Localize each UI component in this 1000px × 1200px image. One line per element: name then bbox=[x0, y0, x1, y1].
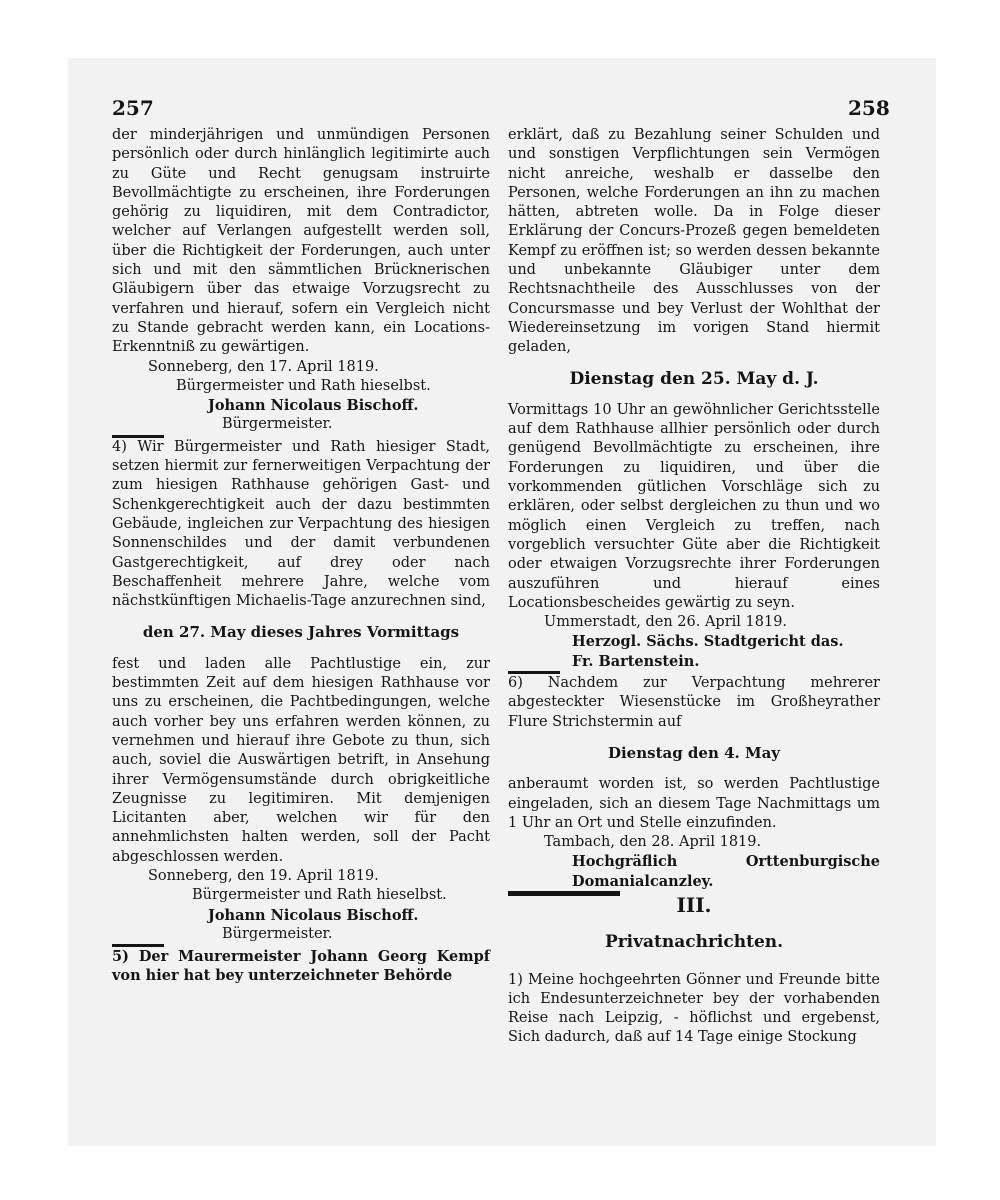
issuer-line: Bürgermeister und Rath hieselbst. bbox=[192, 887, 447, 904]
date-line: Sonneberg, den 17. April 1819. bbox=[148, 358, 379, 375]
brueckner-notice-continuation: der minderjährigen und unmündigen Personen persönlich oder durch hinlänglich legitimirte auch zu Güte und Recht genugsam instruirte Bevollmächtigte zu erscheinen, ihre Forderungen gehörig zu liquidiren, mit dem Contradictor, welcher auf Verlangen aufgestellt werden soll, über die Richtigkeit der Forderungen, auch unter sich und mit den sämmtlichen Brücknerischen Gläubigern über das etwaige Vorzugsrecht zu verfahren und hierauf, sofern ein Vergleich nicht zu Stande gebracht werden kann, ein Locations-Erkenntniß zu gewärtigen. bbox=[112, 127, 490, 356]
signatory-title: Bürgermeister. bbox=[222, 925, 333, 942]
page-number-left: 257 bbox=[112, 96, 154, 120]
left-column bbox=[112, 126, 490, 986]
notice-5-continuation: erklärt, daß zu Bezahlung seiner Schulden und und sonstigen Verpflichtungen sein Vermögen nicht anreiche, weshalb er dasselbe den Personen, welche Forderungen an ihn zu machen hätten, abtreten wolle. Da in Folge dieser Erklärung der Concurs-Prozeß gegen bemeldeten Kempf zu eröffnen ist; so werden dessen bekannte und unbekannte Gläubiger unter dem Rechtsnachtheile des Ausschlusses von der Concursmasse und bey Verlust der Wohlthat der Wiedereinsetzung im vorigen Stand hiermit geladen, bbox=[508, 127, 880, 356]
private-notice-1: 1) Meine hochgeehrten Gönner und Freunde bitte ich Endesunterzeichneter bey der vorhabenden Reise nach Leipzig, - höflichst und ergebenst, Sich dadurch, daß auf 14 Tage einige Stockung bbox=[508, 971, 880, 1046]
signatory-name: Fr. Bartenstein. bbox=[572, 652, 700, 670]
signatory-name: Johann Nicolaus Bischoff. bbox=[208, 906, 419, 924]
issuer-line: Bürgermeister und Rath hieselbst. bbox=[176, 377, 431, 394]
date-line: Sonneberg, den 19. April 1819. bbox=[148, 867, 379, 884]
date-line: Ummerstadt, den 26. April 1819. bbox=[544, 614, 788, 631]
issuer-line: Hochgräflich Orttenburgische Domanialcanzley. bbox=[572, 853, 880, 890]
section-number: III. bbox=[676, 892, 712, 917]
notice-6-meadow-lease: 6) Nachdem zur Verpachtung mehrerer abgesteckter Wiesenstücke im Großheyrather Flure Strichstermin auf bbox=[508, 675, 880, 730]
signatory-name: Johann Nicolaus Bischoff. bbox=[208, 397, 419, 415]
page-number-right: 258 bbox=[848, 96, 890, 120]
section-title: Privatnachrichten. bbox=[604, 932, 784, 953]
notice-4-body: fest und laden alle Pachtlustige ein, zur bestimmten Zeit auf dem hiesigen Rathhause vor uns zu erscheinen, die Pachtbedingungen, welche auch vorher bey uns erfahren werden können, zu vernehmen und hierauf ihre Gebote zu thun, sich auch, soviel die Auswärtigen betrift, in Ansehung ihrer Vermögensumstände durch obrigkeitliche Zeugnisse zu legitimiren. Mit demjenigen Licitanten aber, welchen wir für den annehmlichsten halten werden, soll der Pacht abgeschlossen werden. bbox=[112, 655, 490, 865]
notice-5-body: Vormittags 10 Uhr an gewöhnlicher Gerichtsstelle auf dem Rathhause allhier persönlich oder durch genügend Bevollmächtigte zu erscheinen, ihre Forderungen zu liquidiren, und über die vorkommenden gütlichen Vorschläge sich zu erklären, oder selbst dergleichen zu thun und wo möglich einen Vergleich zu treffen, nach vorgeblich versuchter Güte aber die Richtigkeit oder etwaigen Vorzugsrechte ihrer Forderungen auszuführen und hierauf eines Locationsbescheides gewärtig zu seyn. bbox=[508, 401, 880, 611]
date-line: Tambach, den 28. April 1819. bbox=[544, 834, 762, 851]
notice-5-date-heading: Dienstag den 25. May d. J. bbox=[569, 368, 819, 389]
notice-4-date-heading: den 27. May dieses Jahres Vormittags bbox=[142, 623, 460, 642]
signatory-title: Bürgermeister. bbox=[222, 416, 333, 433]
notice-6-date-heading: Dienstag den 4. May bbox=[607, 743, 781, 762]
right-column bbox=[508, 126, 880, 1048]
notice-4-lease-inn: 4) Wir Bürgermeister und Rath hiesiger Stadt, setzen hiermit zur fernerweitigen Verpachtung der zum hiesigen Rathhause gehörigen Gast- und Schenkgerechtigkeit auch der dazu bestimmten Gebäude, ingleichen zur Verpachtung des hiesigen Sonnenschildes und der damit verbundenen Gastgerechtigkeit, auf drey oder nach Beschaffenheit mehrere Jahre, welche vom nächstkünftigen Michaelis-Tage anzurechnen sind, bbox=[112, 438, 490, 610]
notice-5-start: 5) Der Maurermeister Johann Georg Kempf von hier hat bey unterzeichneter Behörde bbox=[112, 948, 490, 985]
notice-6-body: anberaumt worden ist, so werden Pachtlustige eingeladen, sich an diesem Tage Nachmittags um 1 Uhr an Ort und Stelle einzufinden. bbox=[508, 776, 880, 831]
issuer-line: Herzogl. Sächs. Stadtgericht das. bbox=[572, 633, 844, 651]
